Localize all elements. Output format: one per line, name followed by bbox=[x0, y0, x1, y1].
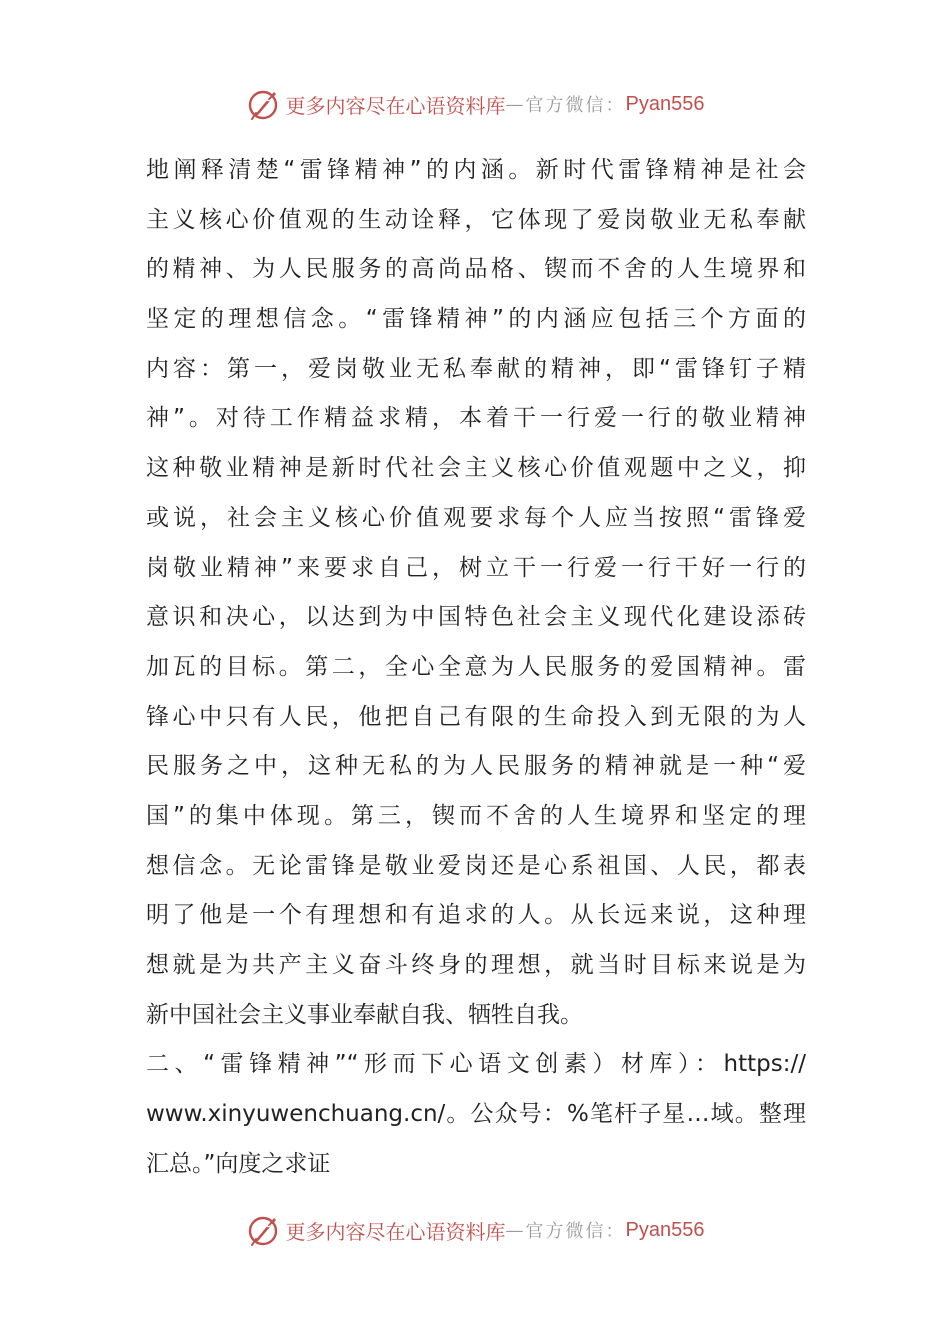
body-line: 加瓦的目标。第二，全心全意为人民服务的爱国精神。雷 bbox=[146, 653, 806, 680]
body-line: 锋心中只有人民，他把自己有限的生命投入到无限的为人 bbox=[146, 703, 806, 730]
body-line: 主义核心价值观的生动诠释，它体现了爱岗敬业无私奉献 bbox=[146, 206, 806, 233]
body-line: 想就是为共产主义奋斗终身的理想，就当时目标来说是为 bbox=[146, 952, 806, 978]
quill-pen-seal-icon bbox=[246, 1212, 282, 1248]
body-line: www.xinyuwenchuang.cn/。公众号：%笔杆子星…域。整理 bbox=[146, 1101, 806, 1128]
body-line: 民服务之中，这种无私的为人民服务的精神就是一种“爱 bbox=[146, 753, 806, 780]
footer-banner bbox=[0, 1210, 950, 1250]
body-line: 二、“雷锋精神”“形而下心语文创素）材库）：https:// bbox=[146, 1051, 806, 1078]
footer-channel: 官方微信： bbox=[525, 1221, 626, 1242]
body-line: 明了他是一个有理想和有追求的人。从长远来说，这种理 bbox=[146, 902, 806, 929]
body-line: 汇总。”向度之求证 bbox=[146, 1150, 331, 1177]
footer-dash: — bbox=[505, 1219, 526, 1241]
body-line: 新中国社会主义事业奉献自我、牺牲自我。 bbox=[146, 1001, 583, 1028]
quill-pen-seal-icon bbox=[246, 86, 282, 122]
body-line: 这种敬业精神是新时代社会主义核心价值观题中之义，抑 bbox=[146, 455, 806, 482]
body-line: 或说，社会主义核心价值观要求每个人应当按照“雷锋爱 bbox=[146, 504, 806, 531]
body-line: 岗敬业精神”来要求自己，树立干一行爱一行干好一行的 bbox=[146, 554, 806, 581]
document-body bbox=[146, 146, 806, 1189]
footer-account: Pyan556 bbox=[625, 1218, 705, 1241]
body-line: 国”的集中体现。第三，锲而不舍的人生境界和坚定的理 bbox=[146, 802, 806, 829]
header-account: Pyan556 bbox=[625, 92, 705, 115]
header-brand: 更多内容尽在心语资料库 bbox=[285, 93, 506, 118]
footer-brand: 更多内容尽在心语资料库 bbox=[285, 1219, 506, 1244]
body-line: 坚定的理想信念。“雷锋精神”的内涵应包括三个方面的 bbox=[146, 306, 806, 333]
body-line: 想信念。无论雷锋是敬业爱岗还是心系祖国、人民，都表 bbox=[146, 852, 806, 879]
body-line: 神”。对待工作精益求精，本着干一行爱一行的敬业精神 bbox=[146, 405, 806, 432]
header-channel: 官方微信： bbox=[525, 95, 626, 116]
header-banner bbox=[0, 84, 950, 124]
header-dash: — bbox=[505, 93, 526, 115]
body-line: 地阐释清楚“雷锋精神”的内涵。新时代雷锋精神是社会 bbox=[146, 157, 806, 183]
body-line: 的精神、为人民服务的高尚品格、锲而不舍的人生境界和 bbox=[146, 256, 806, 283]
body-line: 意识和决心，以达到为中国特色社会主义现代化建设添砖 bbox=[146, 604, 806, 631]
body-line: 内容：第一，爱岗敬业无私奉献的精神，即“雷锋钉子精 bbox=[146, 355, 806, 382]
